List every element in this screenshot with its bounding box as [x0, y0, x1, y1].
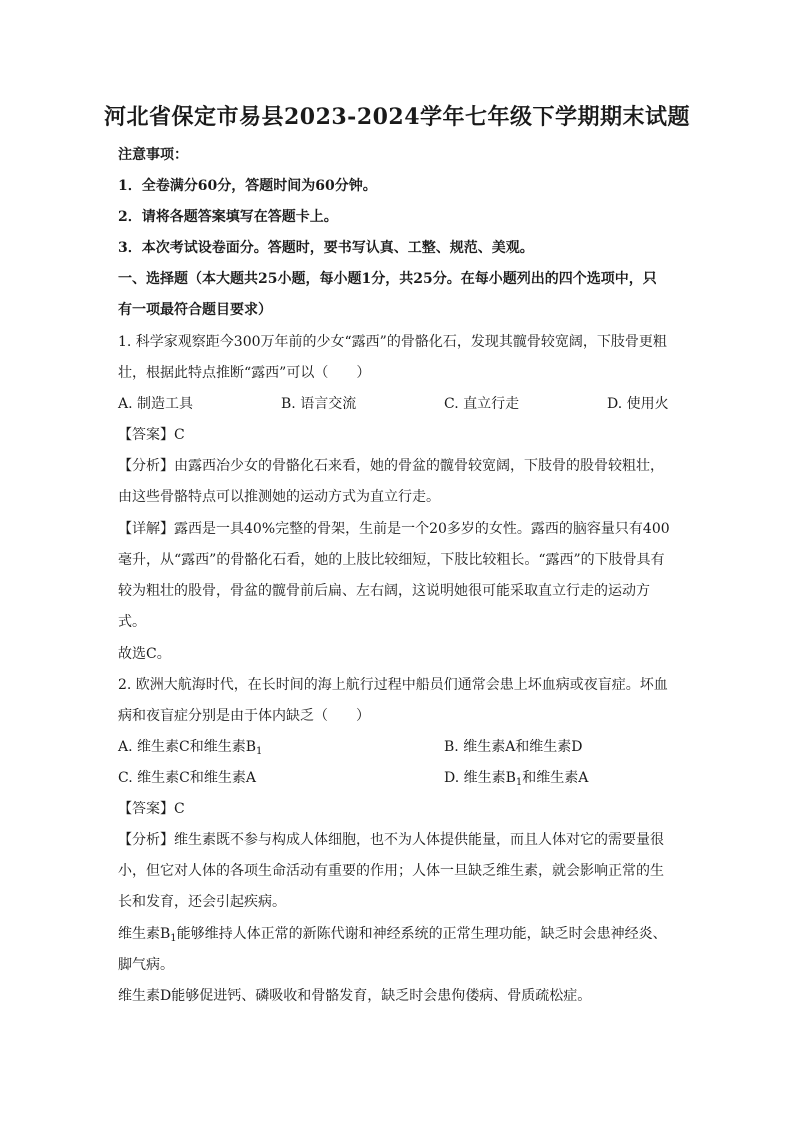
page-title: 河北省保定市易县2023-2024学年七年级下学期期末试题: [103, 104, 691, 130]
q2-analysis-line-1: 【分析】维生素既不参与构成人体细胞，也不为人体提供能量，而且人体对它的需要量很: [118, 832, 664, 848]
q2-stem-line-1: 2. 欧洲大航海时代，在长时间的海上航行过程中船员们通常会患上坏血病或夜盲症。坏血: [118, 677, 668, 693]
q2-option-d-subscript: 1: [515, 777, 523, 788]
q1-stem-line-1: 1. 科学家观察距今300万年前的少女“露西”的骨骼化石，发现其髋骨较宽阔，下肢骨更粗: [118, 334, 667, 350]
q1-detail-line-3: 较为粗壮的股骨，骨盆的髋骨前后扁、左右阔，这说明她很可能采取直立行走的运动方: [118, 583, 650, 599]
q1-detail-line-1: 【详解】露西是一具40%完整的骨架，生前是一个20多岁的女性。露西的脑容量只有400: [118, 521, 670, 537]
q1-detail-line-4: 式。: [118, 614, 146, 630]
q2-option-a-text: A. 维生素C和维生素B: [118, 739, 257, 755]
q2-answer: 【答案】C: [118, 801, 185, 817]
notice-heading: 注意事项：: [118, 147, 188, 163]
q2-analysis-line-3: 长和发育，还会引起疾病。: [118, 894, 286, 910]
q2-option-c: C. 维生素C和维生素A: [118, 770, 256, 786]
q2-vitamin-b1-line-1: [118, 923, 678, 945]
q1-option-c: C. 直立行走: [444, 396, 520, 412]
q1-option-a: A. 制造工具: [118, 396, 194, 412]
q1-option-b: B. 语言交流: [281, 396, 357, 412]
q2-option-d-text: D. 维生素B: [444, 770, 516, 786]
q2-vitamin-d-line: 维生素D能够促进钙、磷吸收和骨骼发育，缺乏时会患佝偻病、骨质疏松症。: [118, 988, 592, 1004]
q1-stem-line-2: 壮，根据此特点推断“露西”可以（ ）: [118, 365, 371, 381]
q2-option-a: [118, 736, 262, 758]
q2-option-a-subscript: 1: [256, 746, 263, 757]
notice-item-1: 1．全卷满分60分，答题时间为60分钟。: [118, 178, 377, 194]
q1-choice: 故选C。: [118, 646, 171, 662]
notice-item-2: 2．请将各题答案填写在答题卡上。: [118, 209, 338, 225]
q2-vitamin-b1-line-2: 脚气病。: [118, 957, 174, 973]
q2-stem-line-2: 病和夜盲症分别是由于体内缺乏（ ）: [118, 708, 370, 724]
q2-vitamin-b1-prefix: 维生素B: [118, 926, 171, 942]
section-heading-line-1: 一、选择题（本大题共25小题，每小题1分，共25分。在每小题列出的四个选项中，只: [118, 271, 657, 287]
q2-option-d-text-end: 和维生素A: [522, 770, 589, 786]
notice-item-3: 3．本次考试设卷面分。答题时，要书写认真、工整、规范、美观。: [118, 240, 534, 256]
q1-answer: 【答案】C: [118, 427, 185, 443]
q1-analysis-line-1: 【分析】由露西冶少女的骨骼化石来看，她的骨盆的髋骨较宽阔，下肢骨的股骨较粗壮，: [118, 458, 664, 474]
q1-detail-line-2: 毫升，从“露西”的骨骼化石看，她的上肢比较细短，下肢比较粗长。“露西”的下肢骨具有: [118, 552, 665, 568]
q1-analysis-line-2: 由这些骨骼特点可以推测她的运动方式为直立行走。: [118, 489, 440, 505]
q2-vitamin-b1-subscript: 1: [170, 933, 177, 944]
q2-option-d: [444, 767, 588, 789]
q2-option-b: B. 维生素A和维生素D: [444, 739, 583, 755]
q2-analysis-line-2: 小，但它对人体的各项生命活动有重要的作用；人体一旦缺乏维生素，就会影响正常的生: [118, 863, 664, 879]
q1-option-d: D. 使用火: [607, 396, 669, 412]
q2-vitamin-b1-text: 能够维持人体正常的新陈代谢和神经系统的正常生理功能，缺乏时会患神经炎、: [176, 926, 667, 942]
section-heading-line-2: 有一项最符合题目要求）: [118, 302, 272, 318]
